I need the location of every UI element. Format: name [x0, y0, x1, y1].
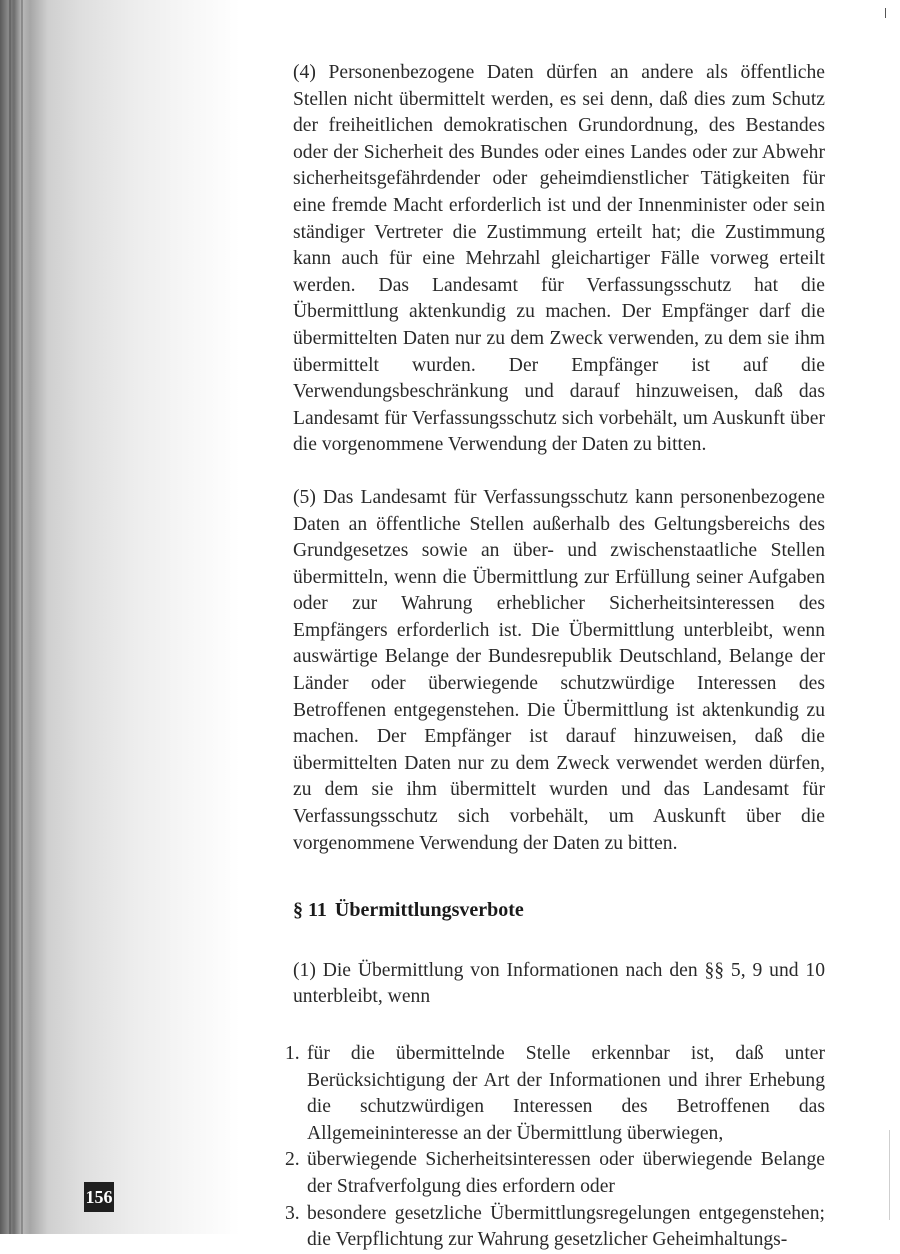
list-item-text: besondere gesetzliche Übermittlungsregelungen entgegenstehen; die Verpflichtung zur Wahrung gesetzlicher Geheimhaltungs- [307, 1202, 825, 1251]
paragraph-4: (4) Personenbezogene Daten dürfen an andere als öffentliche Stellen nicht übermittelt werden, es sei denn, daß dies zum Schutz der freiheitlichen demokratischen Grundordnung, des Bestandes oder der Sicherheit des Bundes oder eines Landes oder zur Abwehr sicherheitsgefährdender oder geheimdienstlicher Tätigkeiten für eine fremde Macht erforderlich ist und der Innenminister oder sein ständiger Vertreter die Zustimmung erteilt hat; die Zustimmung kann auch für eine Mehrzahl gleichartiger Fälle vorweg erteilt werden. Das Landesamt für Verfassungsschutz hat die Übermittlung aktenkundig zu machen. Der Empfänger darf die übermittelten Daten nur zu dem Zweck verwenden, zu dem sie ihm übermittelt wurden. Der Empfänger ist auf die Verwendungsbeschränkung und darauf hinzuweisen, daß das Landesamt für Verfassungsschutz sich vorbehält, um Auskunft über die vorgenommene Verwendung der Daten zu bitten. [293, 62, 825, 456]
list-item [285, 1201, 825, 1254]
paragraph-5: (5) Das Landesamt für Verfassungsschutz kann personenbezogene Daten an öffentliche Stellen außerhalb des Geltungsbereichs des Grundgesetzes sowie an über- und zwischenstaatliche Stellen übermitteln, wenn die Übermittlung zur Erfüllung seiner Aufgaben oder zur Wahrung erheblicher Sicherheitsinteressen des Empfängers erforderlich ist. Die Übermittlung unterbleibt, wenn auswärtige Belange der Bundesrepublik Deutschland, Belange der Länder oder überwiegende schutzwürdige Interessen des Betroffenen entgegenstehen. Die Übermittlung ist aktenkundig zu machen. Der Empfänger ist darauf hinzuweisen, daß die übermittelten Daten nur zu dem Zweck verwendet werden dürfen, zu dem sie ihm übermittelt wurden und das Landesamt für Verfassungsschutz sich vorbehält, um Auskunft über die vorgenommene Verwendung der Daten zu bitten. [293, 486, 825, 854]
list-item-number: 1. [285, 1043, 300, 1064]
section-title: Übermittlungsverbote [334, 899, 524, 922]
binding-line [21, 0, 23, 1234]
list-item-number: 2. [285, 1149, 300, 1171]
list-item-number: 3. [285, 1202, 300, 1224]
section-intro: (1) Die Übermittlung von Informationen nach den §§ 5, 9 und 10 unterbleibt, wenn [293, 959, 825, 1008]
page-binding-shadow [0, 0, 240, 1234]
list-item-text: für die übermittelnde Stelle erkennbar ist, daß unter Berücksichtigung der Art der Informationen und ihrer Erhebung die schutzwürdigen Interessen des Betroffenen das Allgemeininteresse an der Übermittlung überwiegen, [307, 1043, 825, 1144]
scan-mark [885, 8, 886, 18]
list-item [285, 1041, 825, 1147]
section-heading [293, 897, 825, 924]
page-number: 156 [84, 1182, 114, 1212]
page-edge-rule [889, 1130, 890, 1220]
page-body [285, 60, 825, 1254]
list-item-text: überwiegende Sicherheitsinteressen oder überwiegende Belange der Strafverfolgung dies erfordern oder [307, 1149, 825, 1197]
prohibition-list [285, 1041, 825, 1254]
list-item [285, 1147, 825, 1200]
section-number: § 11 [293, 899, 327, 922]
binding-line [9, 0, 11, 1234]
